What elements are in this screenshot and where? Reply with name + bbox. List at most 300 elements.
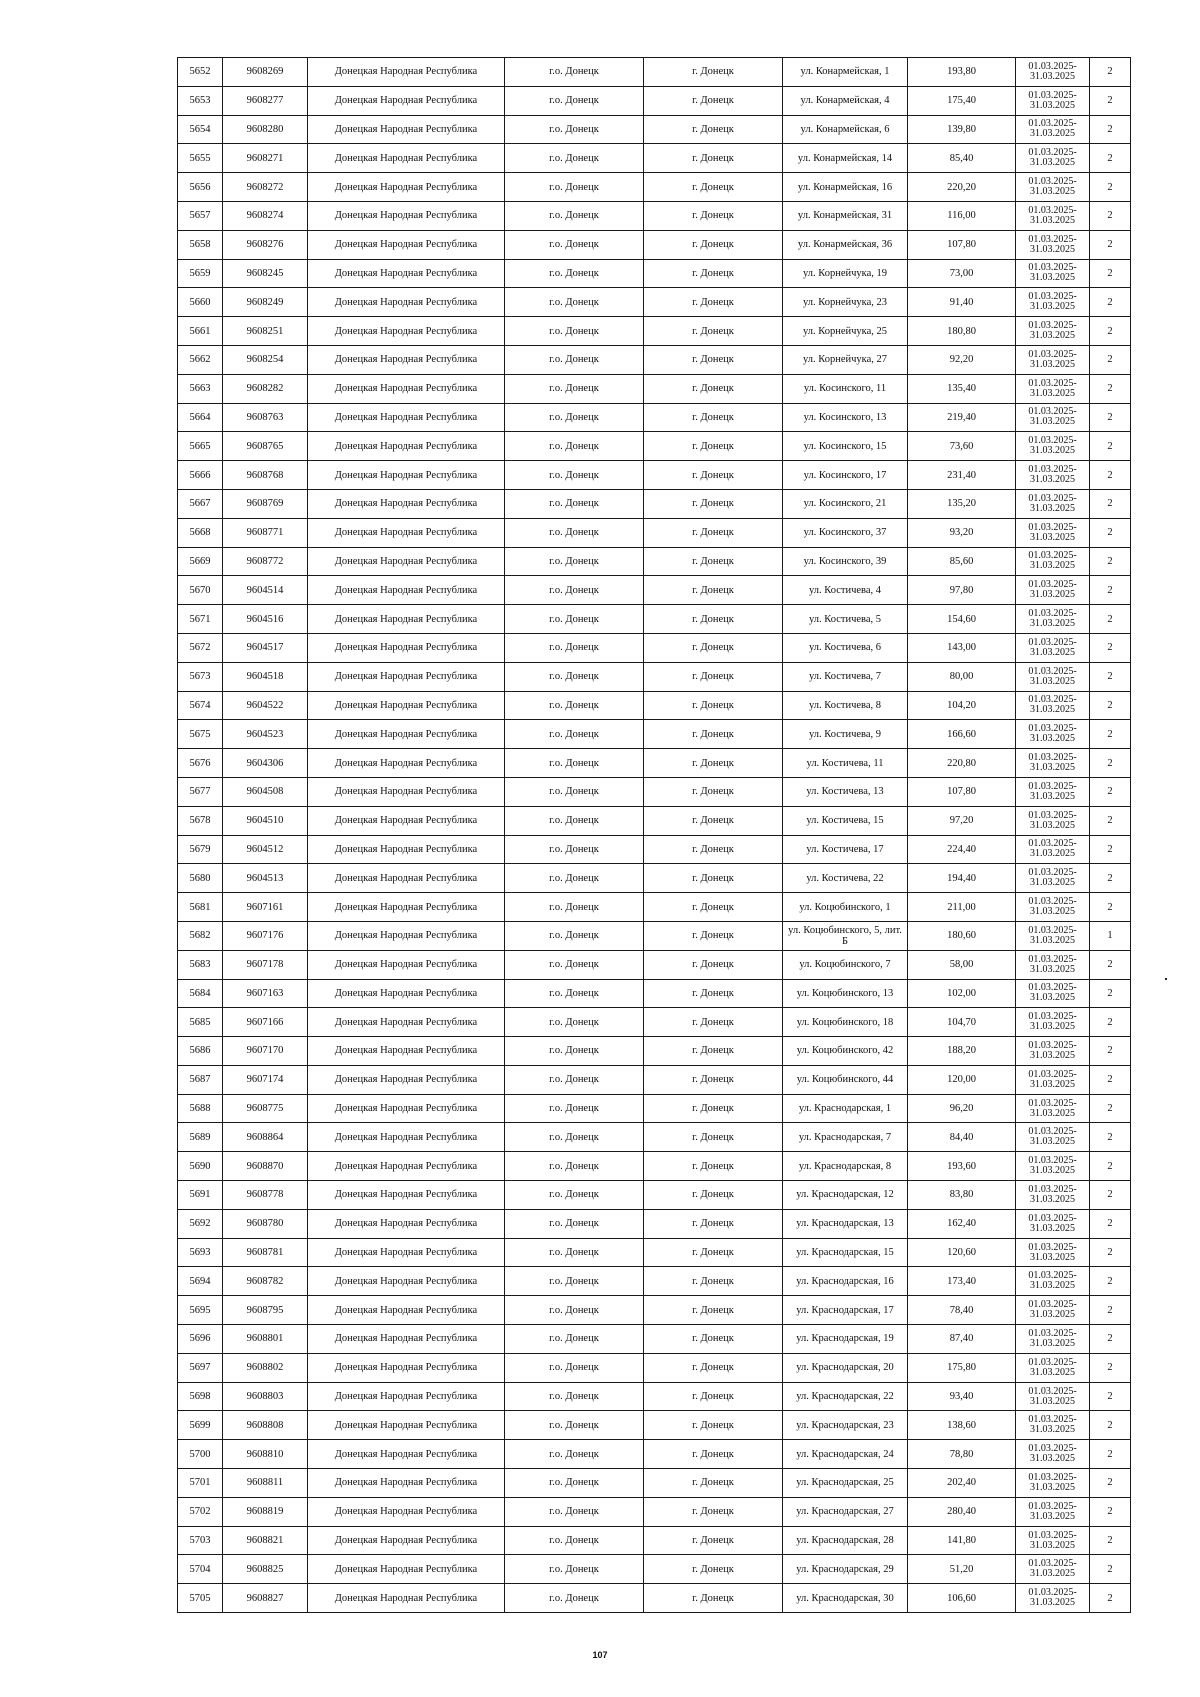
period-cell: 01.03.2025-31.03.2025 [1016,518,1090,547]
city-cell: г. Донецк [644,259,783,288]
region-cell: Донецкая Народная Республика [308,1123,505,1152]
table-row [178,720,1131,749]
district-cell: г.о. Донецк [505,374,644,403]
address-cell: ул. Костичева, 8 [783,691,908,720]
address-cell: ул. Краснодарская, 12 [783,1181,908,1210]
district-cell: г.о. Донецк [505,518,644,547]
table-row [178,1267,1131,1296]
region-cell: Донецкая Народная Республика [308,1065,505,1094]
row-number-cell: 5654 [178,115,223,144]
address-cell: ул. Конармейская, 31 [783,201,908,230]
count-cell: 2 [1090,1526,1131,1555]
period-cell: 01.03.2025-31.03.2025 [1016,1123,1090,1152]
row-number-cell: 5702 [178,1497,223,1526]
row-number-cell: 5665 [178,432,223,461]
count-cell: 2 [1090,1497,1131,1526]
period-cell: 01.03.2025-31.03.2025 [1016,461,1090,490]
object-id-cell: 9604306 [223,749,308,778]
period-cell: 01.03.2025-31.03.2025 [1016,777,1090,806]
row-number-cell: 5672 [178,633,223,662]
object-id-cell: 9608811 [223,1469,308,1498]
area-cell: 166,60 [908,720,1016,749]
address-cell: ул. Краснодарская, 29 [783,1555,908,1584]
table-row [178,1353,1131,1382]
table-row [178,489,1131,518]
district-cell: г.о. Донецк [505,720,644,749]
row-number-cell: 5701 [178,1469,223,1498]
area-cell: 231,40 [908,461,1016,490]
address-cell: ул. Краснодарская, 19 [783,1325,908,1354]
area-cell: 107,80 [908,230,1016,259]
area-cell: 51,20 [908,1555,1016,1584]
object-id-cell: 9608768 [223,461,308,490]
address-cell: ул. Косинского, 11 [783,374,908,403]
period-cell: 01.03.2025-31.03.2025 [1016,1411,1090,1440]
table-row [178,806,1131,835]
period-cell: 01.03.2025-31.03.2025 [1016,1353,1090,1382]
region-cell: Донецкая Народная Республика [308,115,505,144]
count-cell: 2 [1090,979,1131,1008]
city-cell: г. Донецк [644,893,783,922]
area-cell: 78,80 [908,1440,1016,1469]
table-row [178,576,1131,605]
district-cell: г.о. Донецк [505,864,644,893]
district-cell: г.о. Донецк [505,1411,644,1440]
city-cell: г. Донецк [644,1181,783,1210]
area-cell: 188,20 [908,1037,1016,1066]
table-row [178,691,1131,720]
period-cell: 01.03.2025-31.03.2025 [1016,547,1090,576]
row-number-cell: 5673 [178,662,223,691]
period-cell: 01.03.2025-31.03.2025 [1016,950,1090,979]
table-row [178,547,1131,576]
area-cell: 135,40 [908,374,1016,403]
row-number-cell: 5699 [178,1411,223,1440]
object-id-cell: 9604516 [223,605,308,634]
period-cell: 01.03.2025-31.03.2025 [1016,201,1090,230]
region-cell: Донецкая Народная Республика [308,1267,505,1296]
row-number-cell: 5698 [178,1382,223,1411]
address-cell: ул. Косинского, 21 [783,489,908,518]
city-cell: г. Донецк [644,1325,783,1354]
city-cell: г. Донецк [644,950,783,979]
district-cell: г.о. Донецк [505,835,644,864]
region-cell: Донецкая Народная Республика [308,806,505,835]
area-cell: 97,20 [908,806,1016,835]
row-number-cell: 5705 [178,1584,223,1613]
table-row [178,1238,1131,1267]
area-cell: 96,20 [908,1094,1016,1123]
city-cell: г. Донецк [644,576,783,605]
district-cell: г.о. Донецк [505,1094,644,1123]
row-number-cell: 5660 [178,288,223,317]
row-number-cell: 5696 [178,1325,223,1354]
address-cell: ул. Коцюбинского, 5, лит. Б [783,921,908,950]
period-cell: 01.03.2025-31.03.2025 [1016,1469,1090,1498]
table-row [178,1555,1131,1584]
object-id-cell: 9608274 [223,201,308,230]
object-id-cell: 9608271 [223,144,308,173]
region-cell: Донецкая Народная Республика [308,1152,505,1181]
row-number-cell: 5676 [178,749,223,778]
object-id-cell: 9608780 [223,1209,308,1238]
table-row [178,1209,1131,1238]
area-cell: 80,00 [908,662,1016,691]
city-cell: г. Донецк [644,1008,783,1037]
area-cell: 219,40 [908,403,1016,432]
city-cell: г. Донецк [644,1555,783,1584]
object-id-cell: 9608765 [223,432,308,461]
count-cell: 2 [1090,518,1131,547]
period-cell: 01.03.2025-31.03.2025 [1016,720,1090,749]
area-cell: 194,40 [908,864,1016,893]
address-cell: ул. Краснодарская, 17 [783,1296,908,1325]
table-row [178,605,1131,634]
area-cell: 220,80 [908,749,1016,778]
row-number-cell: 5652 [178,58,223,87]
table-row [178,317,1131,346]
period-cell: 01.03.2025-31.03.2025 [1016,605,1090,634]
area-cell: 93,40 [908,1382,1016,1411]
address-cell: ул. Краснодарская, 20 [783,1353,908,1382]
city-cell: г. Донецк [644,633,783,662]
address-cell: ул. Краснодарская, 28 [783,1526,908,1555]
period-cell: 01.03.2025-31.03.2025 [1016,115,1090,144]
region-cell: Донецкая Народная Республика [308,461,505,490]
table-row [178,1382,1131,1411]
area-cell: 73,00 [908,259,1016,288]
object-id-cell: 9604522 [223,691,308,720]
address-cell: ул. Косинского, 13 [783,403,908,432]
row-number-cell: 5659 [178,259,223,288]
table-row [178,749,1131,778]
period-cell: 01.03.2025-31.03.2025 [1016,1094,1090,1123]
object-id-cell: 9608763 [223,403,308,432]
period-cell: 01.03.2025-31.03.2025 [1016,1440,1090,1469]
city-cell: г. Донецк [644,374,783,403]
city-cell: г. Донецк [644,749,783,778]
table-row [178,1065,1131,1094]
district-cell: г.о. Донецк [505,921,644,950]
city-cell: г. Донецк [644,1123,783,1152]
count-cell: 2 [1090,1469,1131,1498]
object-id-cell: 9608795 [223,1296,308,1325]
count-cell: 2 [1090,432,1131,461]
address-cell: ул. Костичева, 15 [783,806,908,835]
address-cell: ул. Краснодарская, 24 [783,1440,908,1469]
address-cell: ул. Костичева, 11 [783,749,908,778]
region-cell: Донецкая Народная Республика [308,1440,505,1469]
period-cell: 01.03.2025-31.03.2025 [1016,259,1090,288]
period-cell: 01.03.2025-31.03.2025 [1016,432,1090,461]
region-cell: Донецкая Народная Республика [308,201,505,230]
address-cell: ул. Краснодарская, 8 [783,1152,908,1181]
city-cell: г. Донецк [644,461,783,490]
period-cell: 01.03.2025-31.03.2025 [1016,1296,1090,1325]
city-cell: г. Донецк [644,115,783,144]
district-cell: г.о. Донецк [505,777,644,806]
region-cell: Донецкая Народная Республика [308,403,505,432]
district-cell: г.о. Донецк [505,1065,644,1094]
address-cell: ул. Косинского, 39 [783,547,908,576]
table-row [178,777,1131,806]
region-cell: Донецкая Народная Республика [308,1037,505,1066]
row-number-cell: 5653 [178,86,223,115]
table-row [178,432,1131,461]
district-cell: г.о. Донецк [505,58,644,87]
address-cell: ул. Краснодарская, 7 [783,1123,908,1152]
city-cell: г. Донецк [644,345,783,374]
region-cell: Донецкая Народная Республика [308,432,505,461]
count-cell: 2 [1090,201,1131,230]
object-id-cell: 9608276 [223,230,308,259]
address-cell: ул. Краснодарская, 22 [783,1382,908,1411]
table-row [178,288,1131,317]
area-cell: 202,40 [908,1469,1016,1498]
period-cell: 01.03.2025-31.03.2025 [1016,576,1090,605]
city-cell: г. Донецк [644,1209,783,1238]
count-cell: 2 [1090,86,1131,115]
district-cell: г.о. Донецк [505,576,644,605]
area-cell: 91,40 [908,288,1016,317]
count-cell: 2 [1090,633,1131,662]
object-id-cell: 9604523 [223,720,308,749]
row-number-cell: 5663 [178,374,223,403]
object-id-cell: 9604510 [223,806,308,835]
area-cell: 193,60 [908,1152,1016,1181]
region-cell: Донецкая Народная Республика [308,1209,505,1238]
period-cell: 01.03.2025-31.03.2025 [1016,1382,1090,1411]
area-cell: 97,80 [908,576,1016,605]
object-id-cell: 9608245 [223,259,308,288]
area-cell: 138,60 [908,1411,1016,1440]
object-id-cell: 9608778 [223,1181,308,1210]
address-cell: ул. Корнейчука, 25 [783,317,908,346]
count-cell: 2 [1090,547,1131,576]
count-cell: 2 [1090,173,1131,202]
object-id-cell: 9607163 [223,979,308,1008]
region-cell: Донецкая Народная Республика [308,317,505,346]
row-number-cell: 5680 [178,864,223,893]
city-cell: г. Донецк [644,720,783,749]
table-row [178,518,1131,547]
object-id-cell: 9608803 [223,1382,308,1411]
city-cell: г. Донецк [644,1584,783,1613]
region-cell: Донецкая Народная Республика [308,1526,505,1555]
table-row [178,201,1131,230]
period-cell: 01.03.2025-31.03.2025 [1016,1238,1090,1267]
area-cell: 85,60 [908,547,1016,576]
region-cell: Донецкая Народная Республика [308,1469,505,1498]
period-cell: 01.03.2025-31.03.2025 [1016,1037,1090,1066]
district-cell: г.о. Донецк [505,1267,644,1296]
count-cell: 2 [1090,576,1131,605]
city-cell: г. Донецк [644,58,783,87]
city-cell: г. Донецк [644,1526,783,1555]
object-id-cell: 9608772 [223,547,308,576]
count-cell: 2 [1090,1065,1131,1094]
district-cell: г.о. Донецк [505,1469,644,1498]
row-number-cell: 5688 [178,1094,223,1123]
period-cell: 01.03.2025-31.03.2025 [1016,374,1090,403]
count-cell: 2 [1090,1267,1131,1296]
address-cell: ул. Краснодарская, 15 [783,1238,908,1267]
district-cell: г.о. Донецк [505,288,644,317]
region-cell: Донецкая Народная Республика [308,777,505,806]
object-id-cell: 9607176 [223,921,308,950]
object-id-cell: 9608277 [223,86,308,115]
region-cell: Донецкая Народная Республика [308,374,505,403]
row-number-cell: 5685 [178,1008,223,1037]
row-number-cell: 5684 [178,979,223,1008]
period-cell: 01.03.2025-31.03.2025 [1016,1325,1090,1354]
period-cell: 01.03.2025-31.03.2025 [1016,144,1090,173]
area-cell: 104,70 [908,1008,1016,1037]
row-number-cell: 5691 [178,1181,223,1210]
area-cell: 92,20 [908,345,1016,374]
city-cell: г. Донецк [644,144,783,173]
table-row [178,921,1131,950]
count-cell: 2 [1090,345,1131,374]
region-cell: Донецкая Народная Республика [308,259,505,288]
region-cell: Донецкая Народная Республика [308,1325,505,1354]
area-cell: 180,60 [908,921,1016,950]
district-cell: г.о. Донецк [505,432,644,461]
district-cell: г.о. Донецк [505,806,644,835]
area-cell: 120,60 [908,1238,1016,1267]
region-cell: Донецкая Народная Республика [308,720,505,749]
period-cell: 01.03.2025-31.03.2025 [1016,662,1090,691]
region-cell: Донецкая Народная Республика [308,605,505,634]
period-cell: 01.03.2025-31.03.2025 [1016,1209,1090,1238]
object-id-cell: 9608827 [223,1584,308,1613]
count-cell: 2 [1090,691,1131,720]
object-id-cell: 9608864 [223,1123,308,1152]
address-cell: ул. Краснодарская, 30 [783,1584,908,1613]
district-cell: г.о. Донецк [505,547,644,576]
table-row [178,144,1131,173]
district-cell: г.о. Донецк [505,259,644,288]
period-cell: 01.03.2025-31.03.2025 [1016,403,1090,432]
count-cell: 2 [1090,1008,1131,1037]
city-cell: г. Донецк [644,317,783,346]
count-cell: 2 [1090,835,1131,864]
district-cell: г.о. Донецк [505,345,644,374]
address-cell: ул. Краснодарская, 25 [783,1469,908,1498]
period-cell: 01.03.2025-31.03.2025 [1016,835,1090,864]
address-cell: ул. Костичева, 17 [783,835,908,864]
region-cell: Донецкая Народная Республика [308,1353,505,1382]
table-row [178,1181,1131,1210]
count-cell: 2 [1090,144,1131,173]
city-cell: г. Донецк [644,403,783,432]
period-cell: 01.03.2025-31.03.2025 [1016,173,1090,202]
row-number-cell: 5675 [178,720,223,749]
region-cell: Донецкая Народная Республика [308,921,505,950]
object-id-cell: 9607174 [223,1065,308,1094]
city-cell: г. Донецк [644,662,783,691]
row-number-cell: 5695 [178,1296,223,1325]
count-cell: 2 [1090,1094,1131,1123]
object-id-cell: 9607166 [223,1008,308,1037]
table-row [178,1440,1131,1469]
row-number-cell: 5692 [178,1209,223,1238]
row-number-cell: 5664 [178,403,223,432]
count-cell: 2 [1090,58,1131,87]
address-cell: ул. Краснодарская, 1 [783,1094,908,1123]
region-cell: Донецкая Народная Республика [308,345,505,374]
object-id-cell: 9608254 [223,345,308,374]
table-row [178,461,1131,490]
district-cell: г.о. Донецк [505,1008,644,1037]
count-cell: 2 [1090,720,1131,749]
region-cell: Донецкая Народная Республика [308,691,505,720]
count-cell: 2 [1090,374,1131,403]
period-cell: 01.03.2025-31.03.2025 [1016,230,1090,259]
city-cell: г. Донецк [644,691,783,720]
address-cell: ул. Краснодарская, 23 [783,1411,908,1440]
row-number-cell: 5689 [178,1123,223,1152]
row-number-cell: 5686 [178,1037,223,1066]
row-number-cell: 5666 [178,461,223,490]
count-cell: 2 [1090,317,1131,346]
address-cell: ул. Коцюбинского, 44 [783,1065,908,1094]
city-cell: г. Донецк [644,173,783,202]
district-cell: г.о. Донецк [505,317,644,346]
count-cell: 2 [1090,1238,1131,1267]
object-id-cell: 9608819 [223,1497,308,1526]
region-cell: Донецкая Народная Республика [308,1497,505,1526]
area-cell: 162,40 [908,1209,1016,1238]
city-cell: г. Донецк [644,777,783,806]
object-id-cell: 9608769 [223,489,308,518]
table-row [178,1497,1131,1526]
district-cell: г.о. Донецк [505,691,644,720]
table-row [178,893,1131,922]
city-cell: г. Донецк [644,1238,783,1267]
period-cell: 01.03.2025-31.03.2025 [1016,58,1090,87]
city-cell: г. Донецк [644,806,783,835]
district-cell: г.о. Донецк [505,1382,644,1411]
object-id-cell: 9608781 [223,1238,308,1267]
region-cell: Донецкая Народная Республика [308,633,505,662]
region-cell: Донецкая Народная Республика [308,547,505,576]
period-cell: 01.03.2025-31.03.2025 [1016,633,1090,662]
row-number-cell: 5700 [178,1440,223,1469]
city-cell: г. Донецк [644,835,783,864]
object-id-cell: 9608282 [223,374,308,403]
period-cell: 01.03.2025-31.03.2025 [1016,1065,1090,1094]
row-number-cell: 5704 [178,1555,223,1584]
row-number-cell: 5661 [178,317,223,346]
address-cell: ул. Конармейская, 36 [783,230,908,259]
area-cell: 106,60 [908,1584,1016,1613]
count-cell: 2 [1090,893,1131,922]
city-cell: г. Донецк [644,518,783,547]
district-cell: г.о. Донецк [505,605,644,634]
address-cell: ул. Косинского, 37 [783,518,908,547]
district-cell: г.о. Донецк [505,1497,644,1526]
address-cell: ул. Конармейская, 4 [783,86,908,115]
object-id-cell: 9608825 [223,1555,308,1584]
district-cell: г.о. Донецк [505,633,644,662]
table-row [178,58,1131,87]
area-cell: 143,00 [908,633,1016,662]
area-cell: 104,20 [908,691,1016,720]
area-cell: 85,40 [908,144,1016,173]
count-cell: 2 [1090,1411,1131,1440]
count-cell: 2 [1090,115,1131,144]
